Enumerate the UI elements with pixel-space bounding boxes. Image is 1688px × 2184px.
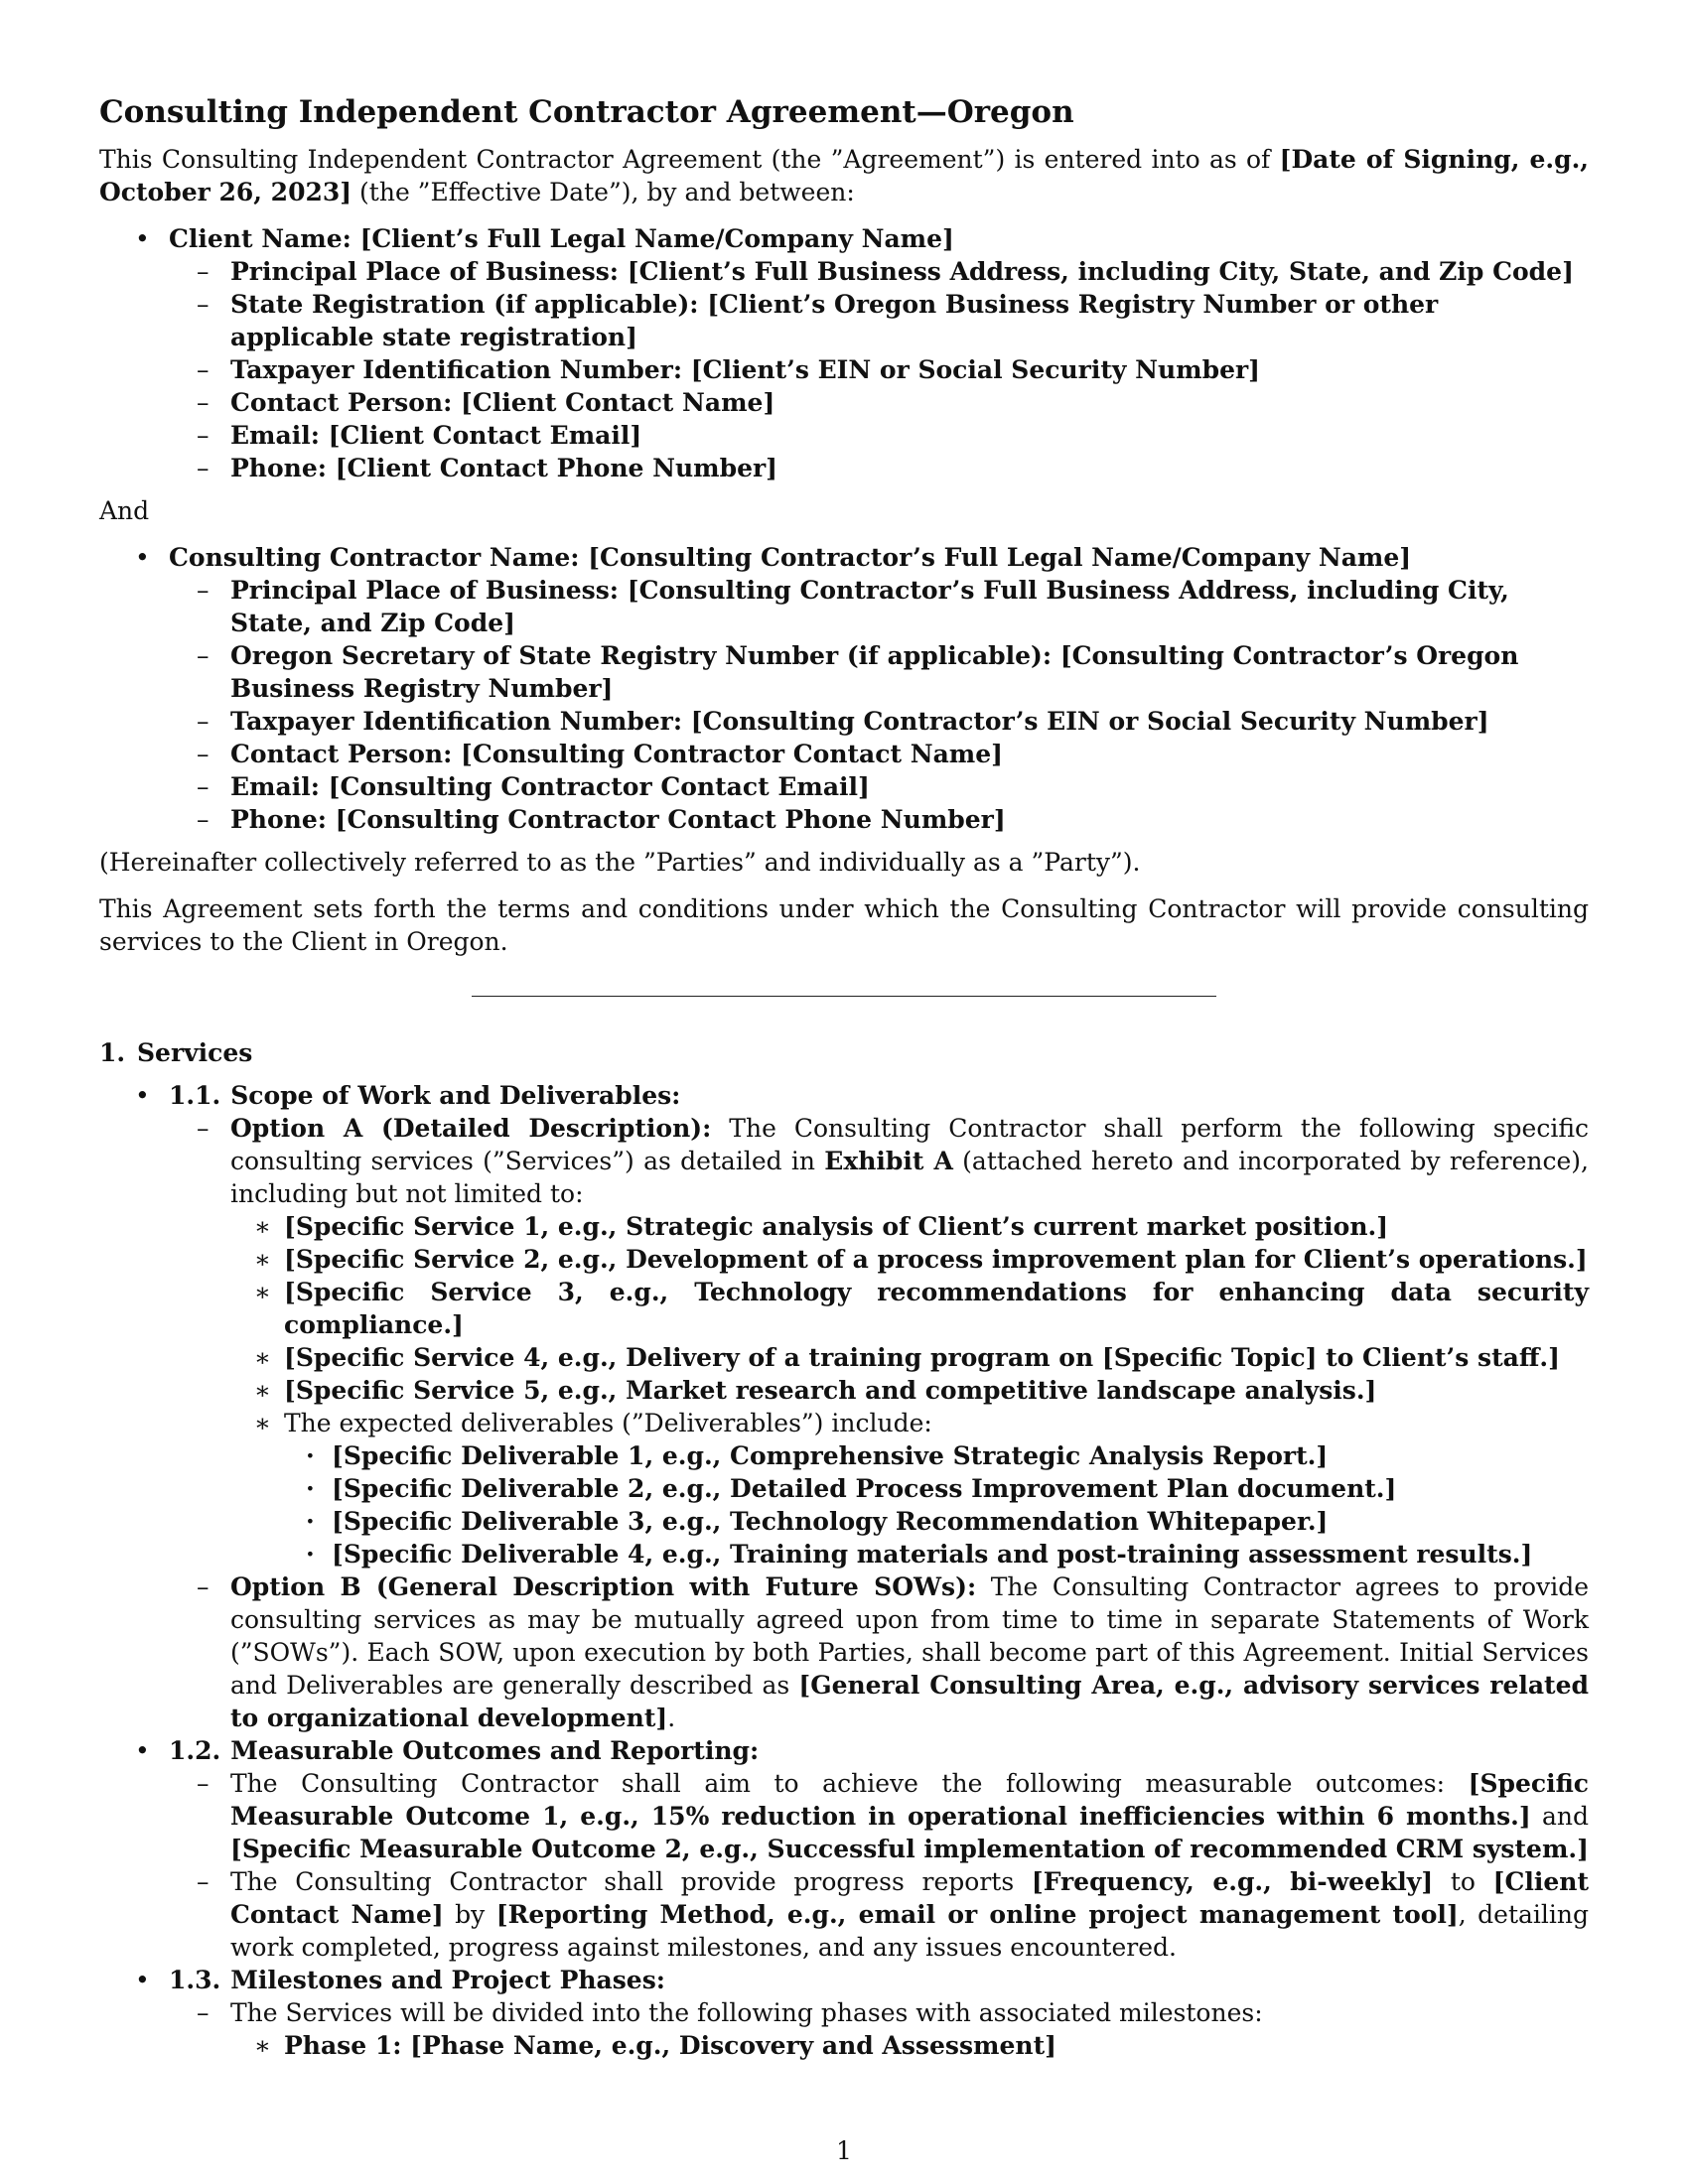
report-frequency: [Frequency, e.g., bi-weekly] <box>1031 1867 1434 1896</box>
report-method: [Reporting Method, e.g., email or online project management tool] <box>495 1900 1459 1929</box>
subsection-number: 1.3. <box>169 1966 221 1994</box>
outcomes-text: The Consulting Contractor shall aim to achieve the following measurable outcomes: <box>230 1769 1469 1798</box>
deliverable-item <box>284 1439 1589 1472</box>
contractor-block <box>99 541 1589 836</box>
deliverable-item <box>284 1538 1589 1570</box>
deliverable-2: [Specific Deliverable 2, e.g., Detailed Process Improvement Plan document.] <box>332 1474 1397 1503</box>
client-state-registration: State Registration (if applicable): [Client’s Oregon Business Registry Number or other applicable state registration] <box>230 290 1439 351</box>
option-b <box>169 1570 1589 1734</box>
page-number: 1 <box>836 2136 852 2165</box>
milestones-intro-item <box>169 1996 1589 2062</box>
client-tin: Taxpayer Identification Number: [Client’s EIN or Social Security Number] <box>230 355 1260 384</box>
client-contact-person: Contact Person: [Client Contact Name] <box>230 388 775 417</box>
subsection-number: 1.1. <box>169 1081 221 1110</box>
intro-text-a: This Consulting Independent Contractor Agreement (the ”Agreement”) is entered into as of <box>99 145 1280 174</box>
client-detail <box>169 452 1589 484</box>
service-5: [Specific Service 5, e.g., Market research and competitive landscape analysis.] <box>284 1376 1377 1405</box>
intro-paragraph <box>99 143 1589 208</box>
service-4: [Specific Service 4, e.g., Delivery of a training program on [Specific Topic] to Client’s staff.] <box>284 1343 1560 1372</box>
option-a-text-2: (attached hereto and incorporated by reference), including but not limited to: <box>230 1147 1589 1208</box>
phase-1: Phase 1: [Phase Name, e.g., Discovery and Assessment] <box>284 2031 1056 2060</box>
outcomes-list <box>169 1767 1589 1964</box>
subsection-1-2 <box>99 1734 1589 1964</box>
services-list <box>230 1210 1589 1570</box>
deliverables-list <box>284 1439 1589 1570</box>
option-b-period: . <box>667 1704 676 1732</box>
client-name-item <box>99 222 1589 484</box>
section-number: 1. <box>99 1038 126 1067</box>
service-item <box>230 1276 1589 1341</box>
milestones-list <box>169 1996 1589 2062</box>
general-consulting-area: [General Consulting Area, e.g., advisory services related to organizational development] <box>230 1671 1589 1732</box>
section-title: Services <box>137 1038 253 1067</box>
reports-text-end: , detailing work completed, progress against milestones, and any issues encountered. <box>230 1900 1589 1962</box>
option-a-text: The Consulting Contractor shall perform the following specific consulting services (”Services”) as detailed in <box>230 1114 1589 1175</box>
contractor-name-item <box>99 541 1589 836</box>
contractor-detail <box>169 738 1589 770</box>
deliverable-4: [Specific Deliverable 4, e.g., Training materials and post-training assessment results.] <box>332 1540 1533 1569</box>
contractor-detail <box>169 574 1589 639</box>
services-subsections <box>99 1079 1589 2062</box>
reports-text: The Consulting Contractor shall provide progress reports <box>230 1867 1032 1896</box>
contractor-registry-number: Oregon Secretary of State Registry Number (if applicable): [Consulting Contractor’s Oregon Business Registry Number] <box>230 641 1519 703</box>
purpose-paragraph: This Agreement sets forth the terms and conditions under which the Consulting Contractor will provide consulting services to the Client in Oregon. <box>99 894 1589 956</box>
subsection-number: 1.2. <box>169 1736 221 1765</box>
deliverable-1: [Specific Deliverable 1, e.g., Comprehensive Strategic Analysis Report.] <box>332 1441 1329 1470</box>
client-detail <box>169 419 1589 452</box>
contractor-detail <box>169 770 1589 803</box>
deliverable-item <box>284 1505 1589 1538</box>
contractor-email: Email: [Consulting Contractor Contact Email] <box>230 772 870 801</box>
option-a-label: Option A (Detailed Description): <box>230 1114 712 1143</box>
reports-by: by <box>443 1900 496 1929</box>
service-item <box>230 1243 1589 1276</box>
subsection-1-3 <box>99 1964 1589 2062</box>
contractor-business-address: Principal Place of Business: [Consulting Contractor’s Full Business Address, including City, State, and Zip Code] <box>230 576 1509 637</box>
service-1: [Specific Service 1, e.g., Strategic analysis of Client’s current market position.] <box>284 1212 1389 1241</box>
contractor-details-list <box>169 574 1589 836</box>
contractor-detail <box>169 705 1589 738</box>
client-details-list <box>169 255 1589 484</box>
client-name: Client Name: [Client’s Full Legal Name/Company Name] <box>169 224 954 253</box>
contractor-detail <box>169 803 1589 836</box>
contractor-name: Consulting Contractor Name: [Consulting Contractor’s Full Legal Name/Company Name] <box>169 543 1412 572</box>
service-item <box>230 1374 1589 1407</box>
client-detail <box>169 288 1589 353</box>
signing-date-placeholder: [Date of Signing, e.g., October 26, 2023] <box>99 145 1590 206</box>
intro-text-c: (the ”Effective Date”), by and between: <box>352 178 855 206</box>
subsection-title: Milestones and Project Phases: <box>230 1966 666 1994</box>
service-3: [Specific Service 3, e.g., Technology recommendations for enhancing data security compliance.] <box>284 1278 1589 1339</box>
service-item <box>230 1210 1589 1243</box>
deliverables-intro: The expected deliverables (”Deliverables”) include: <box>284 1409 932 1437</box>
reports-to: to <box>1433 1867 1493 1896</box>
service-item <box>230 1341 1589 1374</box>
client-business-address: Principal Place of Business: [Client’s Full Business Address, including City, State, and Zip Code] <box>230 257 1574 286</box>
and-separator: And <box>99 496 150 525</box>
parties-note: (Hereinafter collectively referred to as the ”Parties” and individually as a ”Party”). <box>99 848 1141 877</box>
phase-item <box>230 2029 1589 2062</box>
client-phone: Phone: [Client Contact Phone Number] <box>230 454 777 482</box>
contractor-detail <box>169 639 1589 705</box>
outcome-2: [Specific Measurable Outcome 2, e.g., Successful implementation of recommended CRM system.] <box>230 1835 1589 1863</box>
horizontal-divider <box>472 996 1216 997</box>
subsection-title: Scope of Work and Deliverables: <box>230 1081 681 1110</box>
reports-item <box>169 1865 1589 1964</box>
outcome-1: [Specific Measurable Outcome 1, e.g., 15% reduction in operational inefficiencies within 6 months.] <box>230 1769 1589 1831</box>
contractor-phone: Phone: [Consulting Contractor Contact Phone Number] <box>230 805 1006 834</box>
client-detail <box>169 255 1589 288</box>
exhibit-reference: Exhibit A <box>824 1147 953 1175</box>
option-b-label: Option B (General Description with Future SOWs): <box>230 1572 977 1601</box>
scope-options <box>169 1112 1589 1734</box>
document-page <box>99 91 1589 2072</box>
client-block <box>99 222 1589 484</box>
service-2: [Specific Service 2, e.g., Development of a process improvement plan for Client’s operations.] <box>284 1245 1588 1274</box>
report-recipient: [Client Contact Name] <box>230 1867 1590 1929</box>
client-email: Email: [Client Contact Email] <box>230 421 642 450</box>
section-heading-services <box>99 1036 1589 1069</box>
client-detail <box>169 386 1589 419</box>
contractor-contact-person: Contact Person: [Consulting Contractor Contact Name] <box>230 740 1003 768</box>
deliverables-item <box>230 1407 1589 1570</box>
subsection-title: Measurable Outcomes and Reporting: <box>230 1736 760 1765</box>
milestones-intro: The Services will be divided into the following phases with associated milestones: <box>230 1998 1263 2027</box>
client-detail <box>169 353 1589 386</box>
deliverable-3: [Specific Deliverable 3, e.g., Technology Recommendation Whitepaper.] <box>332 1507 1329 1536</box>
subsection-1-1 <box>99 1079 1589 1734</box>
phases-list <box>230 2029 1589 2062</box>
outcomes-and: and <box>1530 1802 1589 1831</box>
outcomes-item <box>169 1767 1589 1865</box>
contractor-tin: Taxpayer Identification Number: [Consulting Contractor’s EIN or Social Security Number] <box>230 707 1489 736</box>
option-b-text: The Consulting Contractor agrees to provide consulting services as may be mutually agreed upon from time to time in separate Statements of Work (”SOWs”). Each SOW, upon execution by both Parties, shall become part of this Agreement. Initial Services and Deliverables are generally described as <box>230 1572 1589 1700</box>
document-title: Consulting Independent Contractor Agreement—Oregon <box>99 94 1074 130</box>
deliverable-item <box>284 1472 1589 1505</box>
option-a <box>169 1112 1589 1570</box>
